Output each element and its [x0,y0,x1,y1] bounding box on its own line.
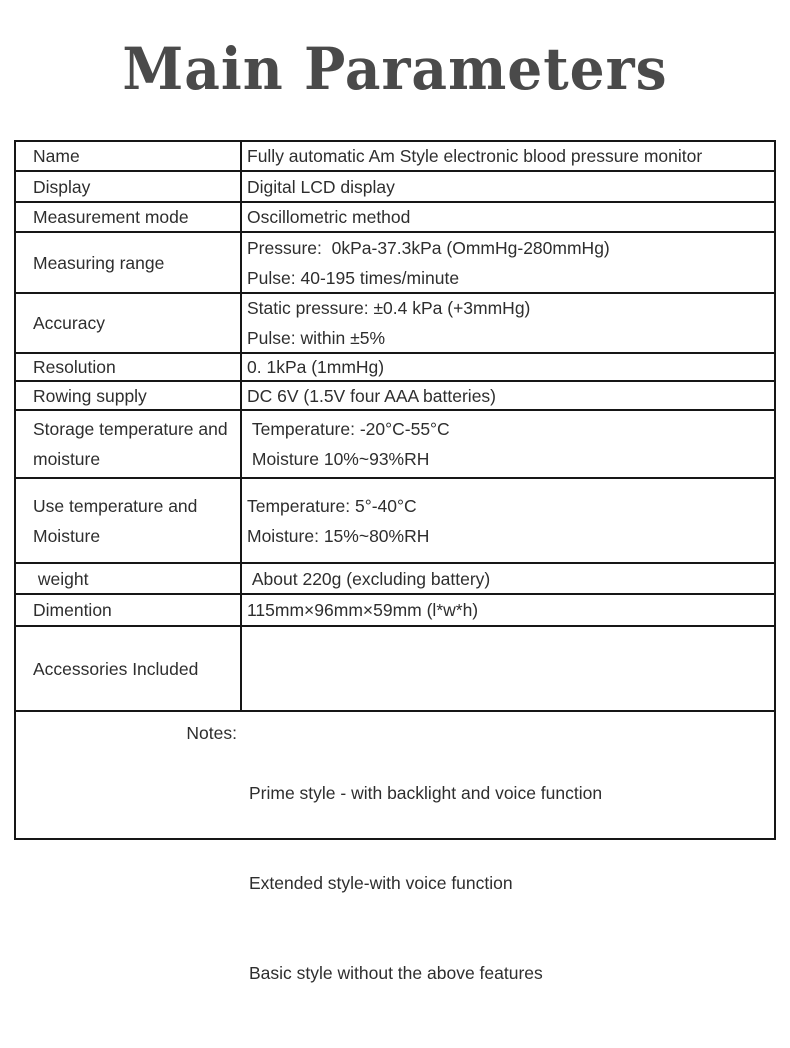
page-title: Main Parameters [122,34,668,103]
row-value [242,354,774,380]
row-label: Accuracy [16,294,242,352]
note-line: Extended style-with voice function [249,873,513,893]
value-line: Digital LCD display [247,176,395,197]
row-value [242,564,774,593]
row-value [242,203,774,231]
value-line: Pulse: within ±5% [247,328,386,348]
row-label: Measuring range [16,233,242,292]
table-row-resolution [16,354,774,382]
row-value [242,479,774,562]
table-row-storage-temperature [16,411,774,479]
value-line: 0. 1kPa (1mmHg) [247,357,385,377]
value-line: 115mm×96mm×59mm (l*w*h) [247,600,479,620]
row-label: Storage temperature and moisture [16,411,242,477]
table-row-use-temperature [16,479,774,564]
notes-section [16,712,774,983]
value-line: Pulse: 40-195 times/minute [247,267,460,288]
row-label: Measurement mode [16,203,242,231]
table-row-display [16,172,774,203]
row-value [242,382,774,409]
row-label: Rowing supply [16,382,242,409]
value-line: About 220g (excluding battery) [247,568,491,589]
table-row-name [16,142,774,172]
row-value [242,233,774,292]
table-row-accessories [16,627,774,712]
table-row-measurement-mode [16,203,774,233]
row-value [242,627,774,710]
row-value [242,142,774,170]
table-row-rowing-supply [16,382,774,411]
row-value [242,294,774,352]
table-row-weight [16,564,774,595]
value-line: Temperature: -20°C-55°C [247,419,450,439]
value-line: DC 6V (1.5V four AAA batteries) [247,385,497,406]
value-line: Static pressure: ±0.4 kPa (+3mmHg) [247,298,531,318]
note-line: Prime style - with backlight and voice function [249,783,603,803]
table-row-dimention [16,595,774,627]
row-label: Display [16,172,242,201]
table-row-accuracy [16,294,774,354]
row-label: weight [16,564,242,593]
row-value [242,172,774,201]
row-label: Accessories Included [16,627,242,710]
value-line: Oscillometric method [247,207,411,227]
value-line: Pressure: 0kPa-37.3kPa (OmmHg-280mmHg) [247,237,610,258]
row-label: Use temperature and Moisture [16,479,242,562]
table-row-measuring-range [16,233,774,294]
spec-table [14,140,776,983]
row-label: Name [16,142,242,170]
value-line: Temperature: 5°-40°C [247,495,417,516]
notes-label: Notes: [186,723,237,743]
value-line: Fully automatic Am Style electronic blood pressure monitor [247,146,703,166]
notes-lines [249,718,602,1048]
row-value [242,411,774,477]
value-line: Moisture 10%~93%RH [247,449,430,469]
value-line: Moisture: 15%~80%RH [247,525,430,546]
row-label: Resolution [16,354,242,380]
note-line: Basic style without the above features [249,963,543,983]
row-label: Dimention [16,595,242,625]
row-value [242,595,774,625]
